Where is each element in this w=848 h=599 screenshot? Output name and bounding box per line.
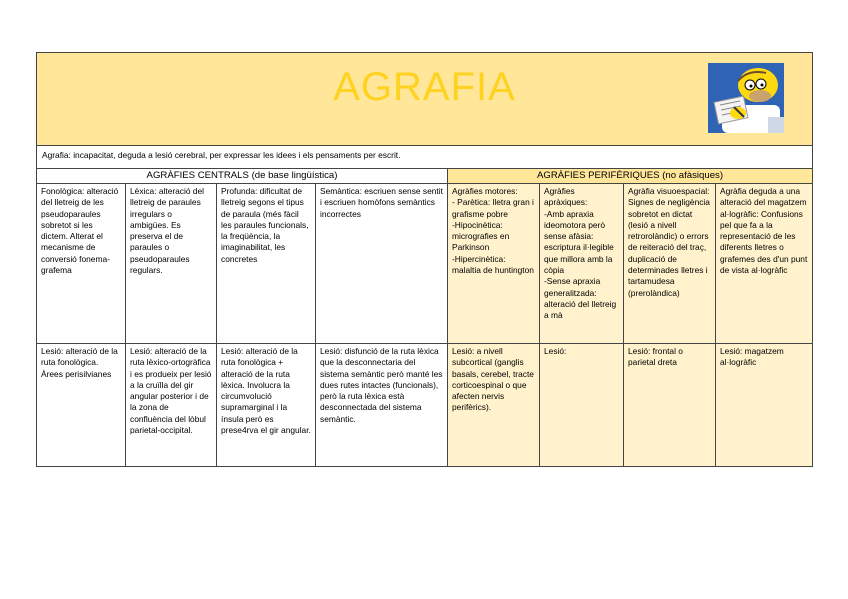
central-agraphias-header: AGRÀFIES CENTRALS (de base lingüística) [37,169,448,184]
title-band [37,53,813,146]
type-semantica: Semàntica: escriuen sense sentit i escriuen homòfons semàntics incorrectes [316,184,448,344]
lesion-allografica: Lesió: magatzem al·logràfic [716,344,813,467]
cartoon-character-writing-icon [708,63,784,133]
type-lexica: Lèxica: alteració del lletreig de paraules irregulars o ambigües. Es preserva el de paraules o pseudoparaules regulars. [126,184,217,344]
peripheral-agraphias-header: AGRÀFIES PERIFÈRIQUES (no afàsiques) [448,169,813,184]
type-visuoespacial: Agràfia visuoespacial: Signes de negligència sobretot en dictat (lesió a nivell retrorolàndic) o errors de reiteració del traç, duplicació de determinades lletres i tartamudesa (prerolàndica) [624,184,716,344]
lesion-fonologica: Lesió: alteració de la ruta fonològica. Àrees perisilvianes [37,344,126,467]
lesion-semantica: Lesió: disfunció de la ruta lèxica que la desconnectaria del sistema semàntic però manté les dues rutes intactes (funcionals), però la ruta lèxica està desconnectada del sistema semàntic. [316,344,448,467]
agrafia-table [36,52,813,467]
page-title: AGRAFIA [333,65,516,109]
type-apraxiques: Agràfies apràxiques: -Amb apraxia ideomotora però sense afàsia: escriptura il·legible que millora amb la còpia -Sense apraxia generalitzada: alteració del lletreig a mà [540,184,624,344]
type-profunda: Profunda: dificultat de lletreig segons el tipus de paraula (més fàcil les paraules funcionals, la freqüència, la imaginabilitat, les concretes [217,184,316,344]
lesion-motores: Lesió: a nivell subcortical (ganglis basals, cerebel, tracte corticoespinal o que afecten nervis perifèrics). [448,344,540,467]
type-fonologica: Fonològica: alteració del lletreig de les pseudoparaules sobretot si les dictem. Alterat el mecanisme de conversió fonema-grafema [37,184,126,344]
lesion-visuoespacial: Lesió: frontal o parietal dreta [624,344,716,467]
definition: Agrafia: incapacitat, deguda a lesió cerebral, per expressar les idees i els pensaments per escrit. [37,146,813,169]
agrafia-sheet [36,52,812,467]
type-allografica: Agràfia deguda a una alteració del magatzem al·logràfic: Confusions pel que fa a la representació de les diferents lletres o grafemes des d'un punt de vista al·logràfic [716,184,813,344]
lesion-apraxiques: Lesió: [540,344,624,467]
lesion-lexica: Lesió: alteració de la ruta lèxico-ortogràfica i es produeix per lesió a la cruïlla del gir angular posterior i de la zona de confluència del lòbul parietal-occipital. [126,344,217,467]
type-motores: Agràfies motores: - Parètica: lletra gran i grafisme pobre -Hipocinètica: micrografies en Parkinson -Hipercinètica: malaltia de huntington [448,184,540,344]
lesion-profunda: Lesió: alteració de la ruta fonològica + alteració de la ruta lèxica. Involucra la circumvolució supramarginal i la ínsula però es prese4rva el gir angular. [217,344,316,467]
